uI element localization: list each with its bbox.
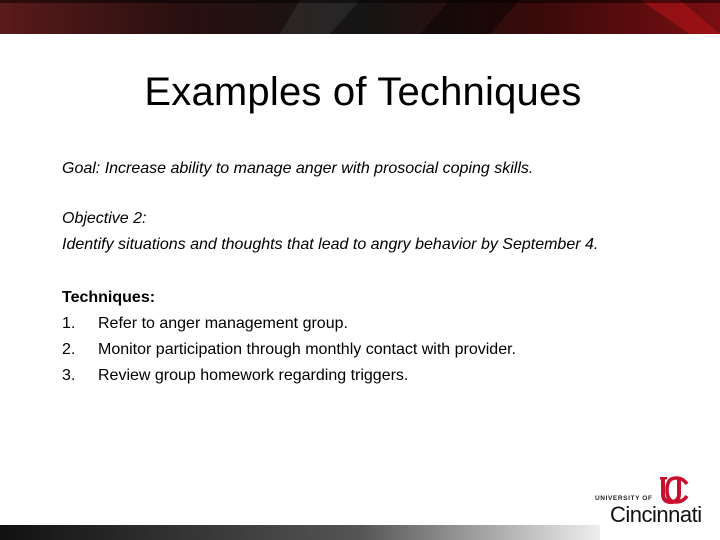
top-decorative-band [0,0,720,34]
techniques-label: Techniques: [62,289,156,306]
logo-cincinnati: Cincinnati [610,502,702,527]
list-item-number: 3. [62,367,76,384]
objective-text: Identify situations and thoughts that lead to angry behavior by September 4. [62,236,599,253]
logo-university-of: UNIVERSITY OF [595,495,653,502]
list-item-text: Monitor participation through monthly contact with provider. [98,341,516,358]
objective-label: Objective 2: [62,210,147,227]
slide-title: Examples of Techniques [144,70,582,114]
list-item-text: Refer to anger management group. [98,315,348,332]
university-logo [595,472,705,528]
goal-text: Goal: Increase ability to manage anger with prosocial coping skills. [62,160,534,177]
list-item-number: 2. [62,341,76,358]
list-item-text: Review group homework regarding triggers. [98,367,409,384]
list-item [62,340,516,360]
list-item [62,314,348,334]
list-item-number: 1. [62,315,76,332]
bottom-decorative-band [0,525,600,540]
list-item [62,366,408,386]
